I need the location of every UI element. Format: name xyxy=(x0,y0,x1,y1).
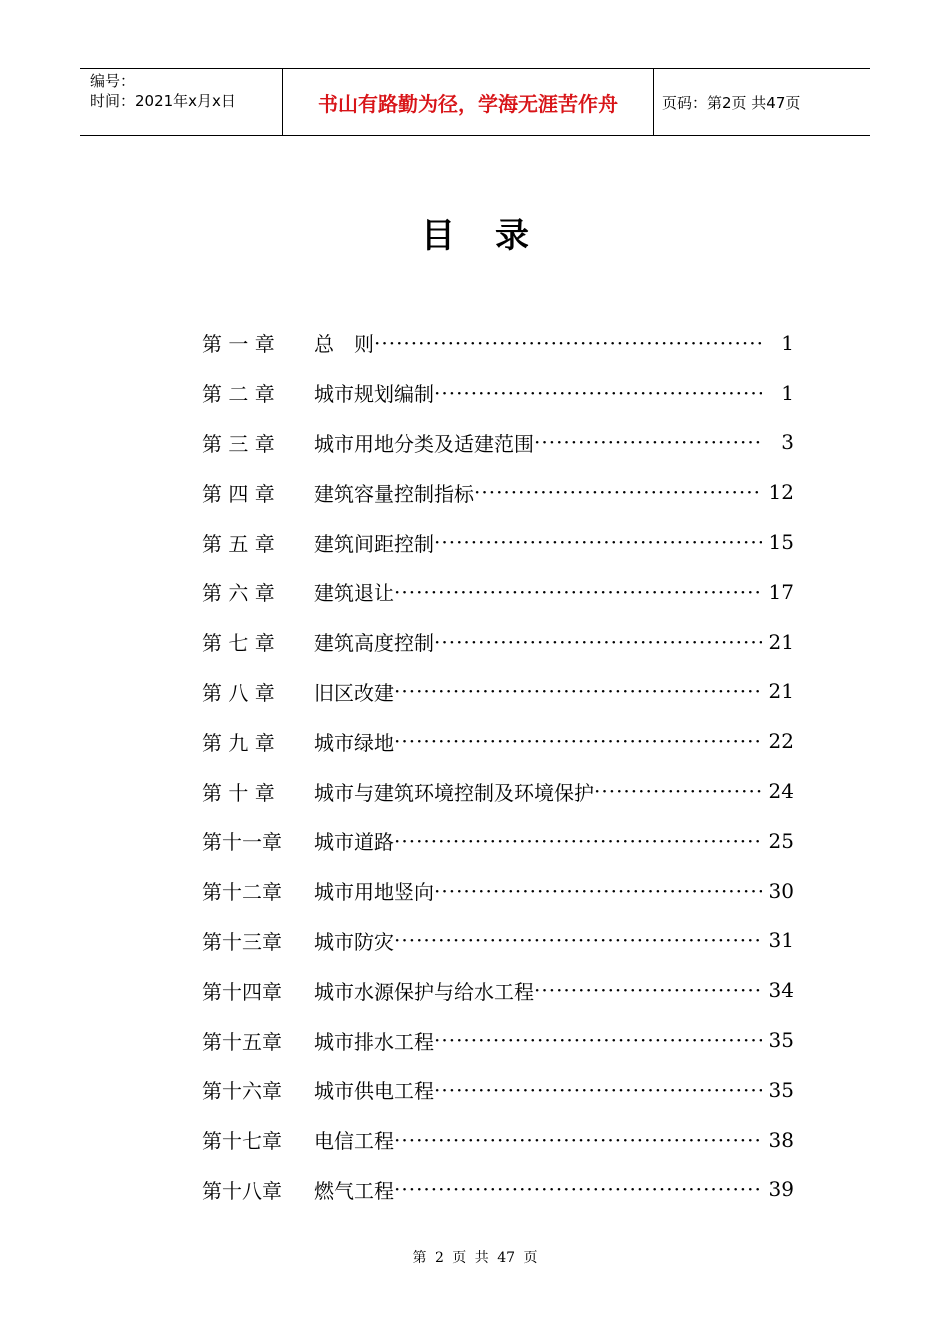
page-header xyxy=(80,68,870,136)
toc-chapter-title: 建筑退让 xyxy=(314,581,394,606)
toc-page-number: 34 xyxy=(768,978,794,1003)
toc-leader-dots xyxy=(434,879,762,903)
toc-page-number: 35 xyxy=(768,1077,794,1102)
header-motto: 书山有路勤为径，学海无涯苦作舟 xyxy=(282,69,654,135)
toc-leader-dots xyxy=(534,978,762,1002)
toc-chapter-number: 第 四 章 xyxy=(202,481,275,506)
toc-page-number: 22 xyxy=(768,729,794,754)
toc-chapter-number: 第 一 章 xyxy=(202,332,275,357)
toc-page-number: 15 xyxy=(768,530,794,555)
toc-page-number: 1 xyxy=(781,380,794,405)
table-of-contents xyxy=(202,318,794,1214)
toc-entry[interactable] xyxy=(202,1165,794,1215)
toc-leader-dots xyxy=(434,381,762,405)
toc-chapter-number: 第十五章 xyxy=(202,1029,282,1054)
toc-title: 目录 xyxy=(421,216,569,256)
toc-leader-dots xyxy=(394,1128,762,1152)
toc-page-number: 31 xyxy=(768,928,794,953)
toc-leader-dots xyxy=(394,679,762,703)
toc-entry[interactable] xyxy=(202,916,794,966)
toc-page-number: 17 xyxy=(768,579,794,604)
toc-chapter-title: 城市排水工程 xyxy=(314,1029,434,1054)
toc-chapter-title: 城市用地分类及适建范围 xyxy=(314,431,534,456)
toc-page-number: 24 xyxy=(768,779,794,804)
toc-page-number: 30 xyxy=(768,878,794,903)
toc-page-number: 25 xyxy=(768,828,794,853)
toc-chapter-title: 旧区改建 xyxy=(314,680,394,705)
toc-chapter-number: 第十一章 xyxy=(202,830,282,855)
toc-entry[interactable] xyxy=(202,617,794,667)
toc-entry[interactable] xyxy=(202,766,794,816)
toc-entry[interactable] xyxy=(202,1015,794,1065)
toc-page-number: 35 xyxy=(768,1028,794,1053)
toc-page-number: 12 xyxy=(768,480,794,505)
toc-chapter-title: 城市规划编制 xyxy=(314,382,434,407)
toc-chapter-title: 电信工程 xyxy=(314,1129,394,1154)
toc-chapter-title: 燃气工程 xyxy=(314,1178,394,1203)
toc-entry[interactable] xyxy=(202,517,794,567)
toc-chapter-number: 第 六 章 xyxy=(202,581,275,606)
toc-chapter-title: 建筑间距控制 xyxy=(314,531,434,556)
toc-chapter-number: 第十八章 xyxy=(202,1178,282,1203)
toc-chapter-number: 第十二章 xyxy=(202,880,282,905)
toc-entry[interactable] xyxy=(202,567,794,617)
toc-page-number: 21 xyxy=(768,679,794,704)
toc-chapter-title: 城市供电工程 xyxy=(314,1079,434,1104)
toc-chapter-title: 城市与建筑环境控制及环境保护 xyxy=(314,780,594,805)
toc-page-number: 1 xyxy=(781,330,794,355)
toc-leader-dots xyxy=(394,1177,762,1201)
toc-chapter-title: 城市道路 xyxy=(314,830,394,855)
toc-leader-dots xyxy=(394,580,762,604)
toc-entry[interactable] xyxy=(202,965,794,1015)
toc-entry[interactable] xyxy=(202,368,794,418)
toc-leader-dots xyxy=(434,630,762,654)
toc-leader-dots xyxy=(434,1028,762,1052)
toc-leader-dots xyxy=(434,1078,762,1102)
page-footer: 第 2 页 共 47 页 xyxy=(412,1250,538,1266)
toc-chapter-number: 第 二 章 xyxy=(202,382,275,407)
header-meta xyxy=(80,69,282,135)
toc-page-number: 3 xyxy=(781,430,794,455)
toc-entry[interactable] xyxy=(202,467,794,517)
toc-leader-dots xyxy=(394,829,762,853)
toc-page-number: 38 xyxy=(768,1127,794,1152)
toc-chapter-number: 第十七章 xyxy=(202,1129,282,1154)
toc-entry[interactable] xyxy=(202,716,794,766)
toc-chapter-number: 第 十 章 xyxy=(202,780,275,805)
toc-leader-dots xyxy=(374,331,762,355)
toc-entry[interactable] xyxy=(202,1065,794,1115)
toc-chapter-title: 城市绿地 xyxy=(314,730,394,755)
toc-page-number: 39 xyxy=(768,1177,794,1202)
toc-chapter-number: 第 五 章 xyxy=(202,531,275,556)
toc-leader-dots xyxy=(534,430,762,454)
toc-chapter-title: 建筑容量控制指标 xyxy=(314,481,474,506)
toc-entry[interactable] xyxy=(202,1115,794,1165)
toc-leader-dots xyxy=(474,480,762,504)
toc-chapter-title: 建筑高度控制 xyxy=(314,631,434,656)
toc-leader-dots xyxy=(394,729,762,753)
toc-chapter-title: 城市水源保护与给水工程 xyxy=(314,979,534,1004)
toc-page-number: 21 xyxy=(768,629,794,654)
toc-leader-dots xyxy=(594,779,762,803)
toc-chapter-number: 第 八 章 xyxy=(202,680,275,705)
toc-chapter-number: 第 七 章 xyxy=(202,631,275,656)
toc-leader-dots xyxy=(394,928,762,952)
toc-chapter-number: 第十三章 xyxy=(202,929,282,954)
toc-entry[interactable] xyxy=(202,816,794,866)
toc-chapter-number: 第十六章 xyxy=(202,1079,282,1104)
header-time-label: 时间：2021年x月x日 xyxy=(90,92,236,110)
toc-chapter-number: 第十四章 xyxy=(202,979,282,1004)
toc-chapter-number: 第 九 章 xyxy=(202,730,275,755)
header-page-info: 页码：第2页 共47页 xyxy=(662,93,801,112)
toc-chapter-number: 第 三 章 xyxy=(202,431,275,456)
toc-chapter-title: 城市防灾 xyxy=(314,929,394,954)
toc-entry[interactable] xyxy=(202,318,794,368)
toc-chapter-title: 总 则 xyxy=(314,332,374,357)
header-number-label: 编号： xyxy=(90,72,136,90)
toc-leader-dots xyxy=(434,530,762,554)
toc-entry[interactable] xyxy=(202,667,794,717)
toc-entry[interactable] xyxy=(202,866,794,916)
toc-entry[interactable] xyxy=(202,418,794,468)
toc-chapter-title: 城市用地竖向 xyxy=(314,880,434,905)
